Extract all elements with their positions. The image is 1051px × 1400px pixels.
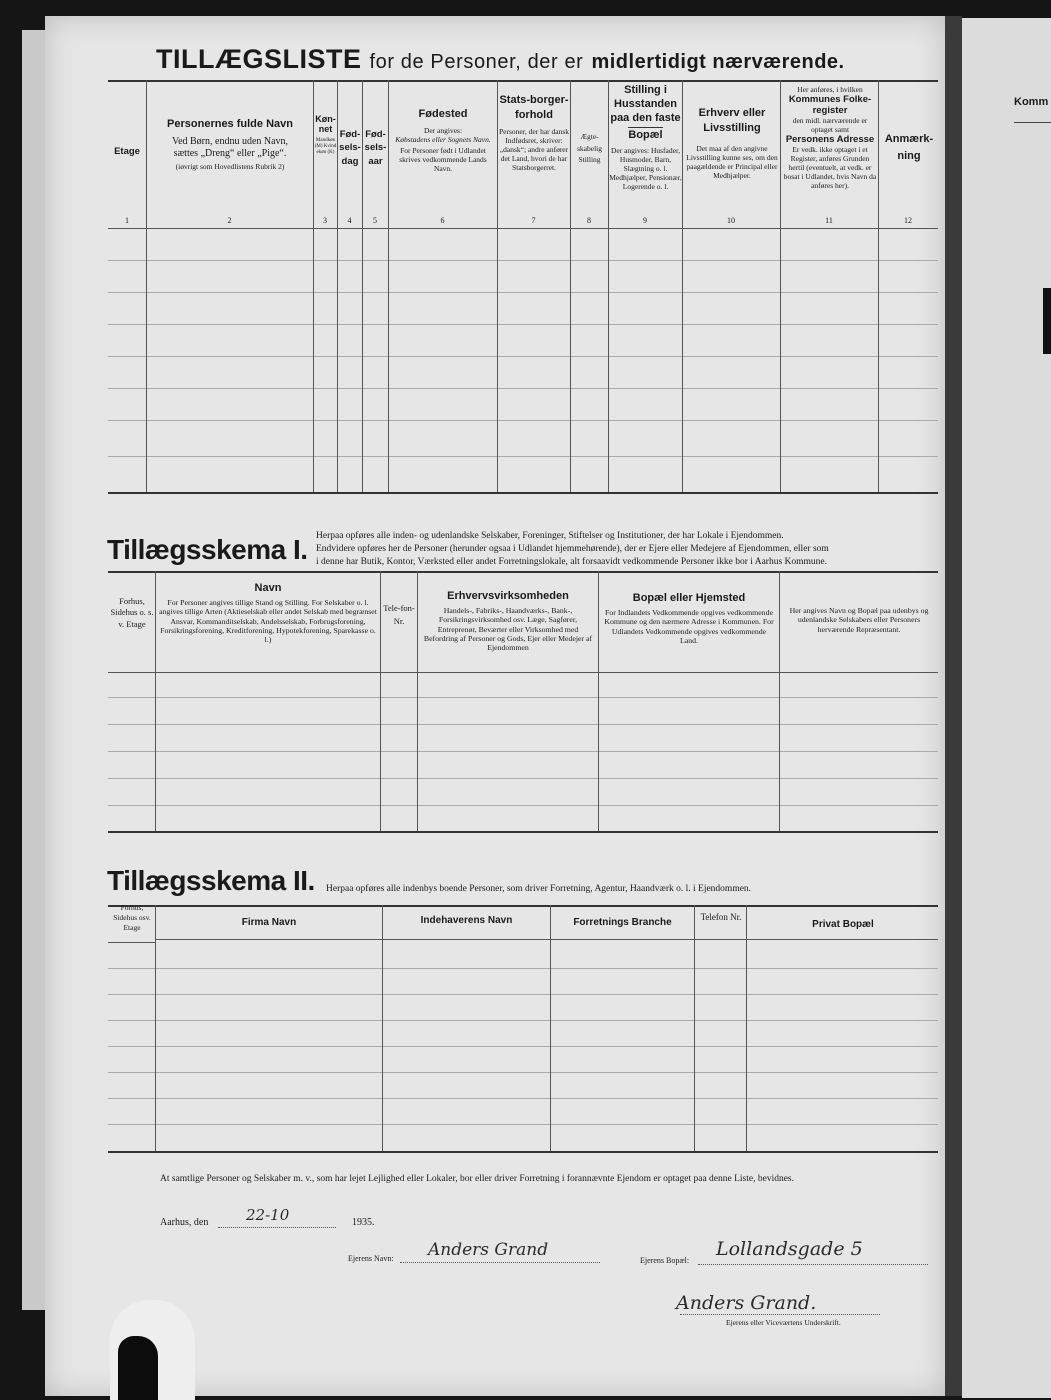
t1-col-register xyxy=(782,85,878,190)
t1-col-number: 1 xyxy=(125,216,129,225)
t1-col-gender-head: Køn-net xyxy=(315,114,336,134)
title-rest: for de Personer, der er xyxy=(369,51,584,73)
s1-col-name-head: Navn xyxy=(254,582,282,594)
t1-col-number: 12 xyxy=(904,216,912,225)
date-handwritten: 22-10 xyxy=(246,1206,290,1224)
t1-col-remarks: Anmærk-ning xyxy=(884,133,934,162)
t1-col-name-l2: sættes „Dreng“ eller „Pige“. xyxy=(173,147,287,159)
t1-row-line xyxy=(108,356,938,357)
s2-row-line xyxy=(108,1020,938,1021)
s1-row-line xyxy=(108,697,938,698)
s2-col-firm: Firma Navn xyxy=(241,917,297,928)
s2-col-divider xyxy=(382,905,383,1151)
s2-row-line xyxy=(108,1098,938,1099)
s2-col-branch: Forretnings Branche xyxy=(573,917,672,928)
page-title xyxy=(156,44,845,75)
s1-col-residence-head: Bopæl eller Hjemsted xyxy=(632,592,746,604)
s2-row-line xyxy=(108,1124,938,1125)
t1-col-name xyxy=(148,118,312,172)
s1-col-divider xyxy=(380,571,381,831)
s2-row-line xyxy=(108,968,938,969)
owner-address-handwritten: Lollandsgade 5 xyxy=(716,1238,863,1260)
s2-header-rule xyxy=(155,939,938,940)
skema-2-title: Tillægsskema II. xyxy=(107,865,315,896)
date-line xyxy=(218,1227,336,1228)
book-gutter xyxy=(945,16,962,1396)
s2-row-line xyxy=(108,1072,938,1073)
s2-col-divider xyxy=(746,905,747,1151)
s1-row-line xyxy=(108,778,938,779)
t1-col-citizenship-sub: Personer, der har dansk Indfødsret, skriver: „dansk“; andre anfører det Land, hvori de har Statsborgerret. xyxy=(498,126,570,172)
t1-col-divider xyxy=(780,80,781,492)
s1-col-divider xyxy=(779,571,780,831)
t1-col-etage: Etage xyxy=(114,146,140,157)
s1-row-line xyxy=(108,751,938,752)
right-page xyxy=(962,18,1051,1398)
s2-col-owner: Indehaverens Navn xyxy=(420,915,513,926)
s1-col-divider xyxy=(417,571,418,831)
signature-label: Ejerens eller Viceværtens Underskrift. xyxy=(726,1318,841,1327)
s1-col-business-sub: Handels-, Fabriks-, Haandværks-, Bank-, Forsikringsvirksomhed osv. Læge, Sagfører, Entreprenør, Beværter eller Virksomhed med Befordring af Personer og Gods, Ejer eller Medejer af Ejendommen xyxy=(423,606,593,653)
t1-row-line xyxy=(108,292,938,293)
t1-col-household xyxy=(609,84,682,191)
s1-col-business-head: Erhvervsvirksomheden xyxy=(447,590,569,602)
t1-col-register-mid: den midl. nærværende er optaget samt xyxy=(792,116,868,134)
t1-col-register-top: Her anføres, i hvilken xyxy=(797,85,863,94)
owner-address-line xyxy=(698,1264,928,1265)
owner-name-line xyxy=(400,1262,600,1263)
t1-col-household-head2: Bopæl xyxy=(628,129,663,142)
skema-2-description: Herpaa opføres alle indenbys boende Personer, som driver Forretning, Agentur, Haandværk o. l. i Ejendommen. xyxy=(326,884,752,894)
t1-col-citizenship-head: Stats-borger-forhold xyxy=(499,94,569,121)
s1-row-line xyxy=(108,805,938,806)
t1-col-gender xyxy=(314,114,337,155)
s2-col-divider xyxy=(550,905,551,1151)
t1-row-line xyxy=(108,420,938,421)
t1-col-divider xyxy=(878,80,879,492)
s1-col-phone: Tele-fon-Nr. xyxy=(383,603,415,626)
t1-col-occupation xyxy=(684,106,780,180)
t1-col-birthplace-l3: For Personer født i Udlandet skrives vedkommende Lands Navn. xyxy=(399,146,487,173)
t1-col-birthplace-head: Fødested xyxy=(418,108,468,120)
t1-row-line xyxy=(108,388,938,389)
t1-col-number: 7 xyxy=(531,216,536,225)
s1-col-business xyxy=(420,590,596,653)
t1-col-birthday: Fød-sels-dag xyxy=(339,129,361,167)
t1-col-number: 5 xyxy=(373,216,377,225)
s2-col-divider xyxy=(694,905,695,1151)
right-page-mark xyxy=(1043,288,1051,354)
t1-header-rule xyxy=(108,228,938,229)
s2-col-divider xyxy=(155,905,156,1151)
t1-col-register-head2: Personens Adresse xyxy=(785,134,875,145)
t1-top-rule xyxy=(108,80,938,82)
title-main: TILLÆGSLISTE xyxy=(156,44,362,74)
t1-row-line xyxy=(108,456,938,457)
s2-row-line xyxy=(108,1046,938,1047)
s2-col-etage: Forhus, Sidehus osv. Etage xyxy=(113,903,151,932)
t1-col-number: 2 xyxy=(227,216,232,225)
t1-bottom-rule xyxy=(108,492,938,494)
t1-col-occupation-head: Erhverv eller Livsstilling xyxy=(698,107,766,134)
skema-1-description xyxy=(316,530,940,568)
right-page-text: Komm xyxy=(1014,96,1049,108)
t1-col-number: 9 xyxy=(643,216,647,225)
title-emphasis: midlertidigt nærværende. xyxy=(591,51,845,73)
s1-col-name-sub: For Personer angives tillige Stand og Stilling. For Selskaber o. l. angives tillige Arten (Aktieselskab eller andet Selskab med begrænset Ansvar, Kommanditselskab, Andelsselskab, Forbrugsforening, Forsikringsforening, Kreditforening, Hypotekforening, Sparekasse o. l.) xyxy=(159,598,377,645)
t1-col-register-head: Kommunes Folke-register xyxy=(788,94,872,116)
signature-handwritten: Anders Grand. xyxy=(676,1292,817,1314)
s1-col-residence xyxy=(602,592,776,645)
t1-col-occupation-sub: Det maa af den angivne Livsstilling kunne ses, om den paagældende er Principal eller Medhjælper. xyxy=(686,143,778,180)
t1-col-birthyear: Fød-sels-aar xyxy=(364,129,387,167)
s2-bottom-rule xyxy=(108,1151,938,1153)
s1-top-rule xyxy=(108,571,938,573)
t1-col-marital: Ægte-skabelig Stilling xyxy=(577,132,602,165)
date-year: 1935. xyxy=(352,1217,375,1228)
s1-col-residence-sub: For Indlandets Vedkommende opgives vedkommende Kommune og den nærmere Adresse i Kommunen. For Udlandets Vedkommende opgives vedkommende Land. xyxy=(604,608,774,646)
owner-name-label: Ejerens Navn: xyxy=(348,1254,394,1263)
s1-row-line xyxy=(108,724,938,725)
skema-1-desc-line: Endvidere opføres her de Personer (herunder ogsaa i Udlandet hjemmehørende), der er Ejere eller Medejere af Ejendommen, eller som xyxy=(316,543,829,554)
t1-col-gender-sub: Mandkøn (M) Kvindekøn (K) xyxy=(314,138,337,155)
owner-name-handwritten: Anders Grand xyxy=(428,1240,549,1260)
s2-row-line xyxy=(108,994,938,995)
signature-line xyxy=(680,1314,880,1315)
t1-col-number: 3 xyxy=(323,216,327,225)
t1-col-number: 4 xyxy=(347,216,352,225)
s2-col-phone: Telefon Nr. xyxy=(700,912,742,922)
t1-col-name-head: Personernes fulde Navn xyxy=(167,118,293,130)
t1-col-number: 10 xyxy=(727,216,735,225)
t1-col-birthplace-l2: Købstadens eller Sognets Navn. xyxy=(395,135,491,144)
t1-col-number: 8 xyxy=(587,216,591,225)
thumb-shadow xyxy=(118,1336,158,1400)
owner-address-label: Ejerens Bopæl: xyxy=(640,1256,690,1265)
date-label: Aarhus, den xyxy=(160,1217,209,1228)
s1-col-divider xyxy=(598,571,599,831)
t1-col-citizenship xyxy=(498,93,570,172)
t1-col-name-l1: Ved Børn, endnu uden Navn, xyxy=(171,136,289,147)
t1-col-household-sub: Der angives: Husfader, Husmoder, Barn, Slægtning o. l. Medhjælper, Pensionær, Logerende o. l. xyxy=(609,145,682,191)
s1-col-divider xyxy=(155,571,156,831)
t1-col-birthplace-l1: Der angives: xyxy=(423,126,463,135)
thumb-holding-page xyxy=(110,1300,195,1400)
s1-col-representative: Her angives Navn og Bopæl paa udenbys og udenlandske Selskabers eller Personers herværende Repræsentant. xyxy=(789,606,929,634)
s2-header-rule xyxy=(108,942,155,943)
t1-col-number: 6 xyxy=(440,216,445,225)
skema-1-title: Tillægsskema I. xyxy=(107,534,308,565)
attestation-text: At samtlige Personer og Selskaber m. v., som har lejet Lejlighed eller Lokaler, bor eller driver Forretning i forannævnte Ejendom er optaget paa denne Liste, bevidnes. xyxy=(160,1174,794,1184)
skema-1-desc-line: Herpaa opføres alle inden- og udenlandske Selskaber, Foreninger, Stiftelser og Institutioner, der har Lokale i Ejendommen. xyxy=(316,531,784,541)
t1-row-line xyxy=(108,324,938,325)
skema-1-desc-line: i denne har Butik, Kontor, Værksted eller andet Forretningslokale, alt forsaavidt vedkommende Personer ikke bor i Aarhus Kommune. xyxy=(316,556,828,567)
s1-col-etage: Forhus, Sidehus o. s. v. Etage xyxy=(110,596,154,629)
t1-col-divider xyxy=(146,80,147,492)
right-page-line xyxy=(1014,122,1051,123)
t1-col-register-sub: Er vedk. ikke optaget i et Register, anføres Grunden hertil (eventuelt, at vedk. er bosat i Udlandet, hvis Navn da anføres her). xyxy=(783,145,877,190)
s2-top-rule xyxy=(108,905,938,907)
s2-col-private-address: Privat Bopæl xyxy=(812,919,874,930)
t1-row-line xyxy=(108,260,938,261)
t1-col-divider xyxy=(682,80,683,492)
s1-col-name xyxy=(158,582,378,645)
t1-col-household-head: Stilling i Husstanden paa den faste xyxy=(610,84,681,124)
t1-col-name-l3: (iøvrigt som Hovedlistens Rubrik 2) xyxy=(175,162,285,171)
t1-col-number: 11 xyxy=(825,216,833,225)
s1-header-rule xyxy=(108,672,938,673)
s1-bottom-rule xyxy=(108,831,938,833)
t1-col-birthplace xyxy=(390,108,496,173)
t1-col-divider xyxy=(388,80,389,492)
